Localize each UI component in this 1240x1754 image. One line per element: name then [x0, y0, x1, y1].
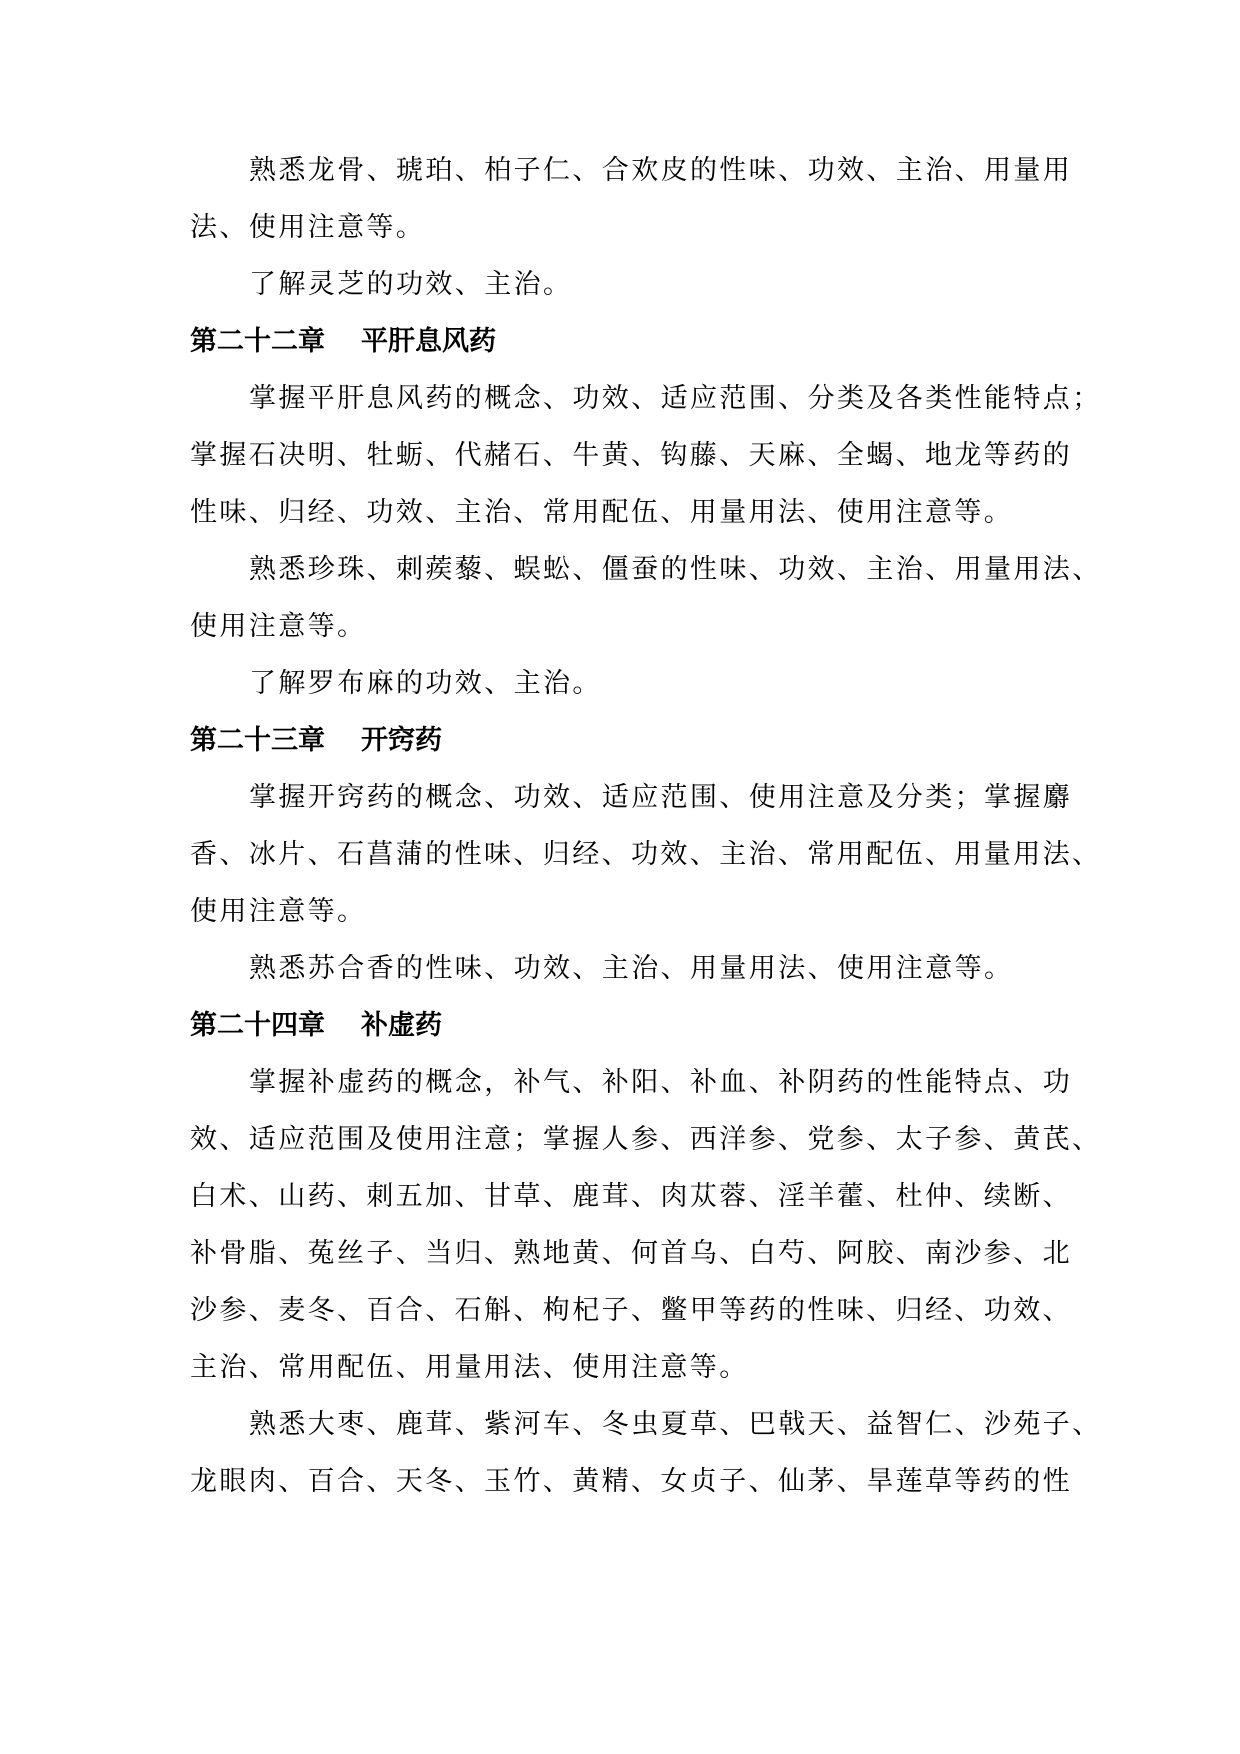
- text-line: 熟悉龙骨、琥珀、柏子仁、合欢皮的性味、功效、主治、用量用: [249, 155, 1073, 186]
- paragraph-understand-luobuma: [190, 655, 1050, 712]
- paragraph-familiar-suhexiang: [190, 940, 1050, 997]
- paragraph-master-tonics: [190, 1054, 1102, 1396]
- paragraph-master-liver-wind: [190, 370, 1102, 541]
- text-line: 熟悉珍珠、刺蒺藜、蜈蚣、僵蚕的性味、功效、主治、用量用法、: [249, 554, 1102, 585]
- chapter-heading-24: [190, 997, 1050, 1054]
- chapter-number: 第二十二章: [190, 326, 325, 357]
- text-line: 掌握开窍药的概念、功效、适应范围、使用注意及分类；掌握麝: [249, 782, 1073, 813]
- text-line: 了解罗布麻的功效、主治。: [249, 668, 602, 699]
- text-line: 掌握补虚药的概念，补气、补阳、补血、补阴药的性能特点、功: [249, 1067, 1073, 1098]
- text-line: 掌握平肝息风药的概念、功效、适应范围、分类及各类性能特点；: [249, 383, 1102, 414]
- text-line: 性味、归经、功效、主治、常用配伍、用量用法、使用注意等。: [190, 497, 1014, 528]
- paragraph-familiar-sedatives: [190, 142, 1073, 256]
- text-line: 沙参、麦冬、百合、石斛、枸杞子、鳖甲等药的性味、归经、功效、: [190, 1295, 1072, 1326]
- chapter-number: 第二十四章: [190, 1010, 325, 1041]
- text-line: 使用注意等。: [190, 611, 367, 642]
- text-line: 效、适应范围及使用注意；掌握人参、西洋参、党参、太子参、黄芪、: [190, 1124, 1102, 1155]
- chapter-title: 平肝息风药: [361, 326, 496, 357]
- text-line: 熟悉大枣、鹿茸、紫河车、冬虫夏草、巴戟天、益智仁、沙苑子、: [249, 1409, 1102, 1440]
- document-page: [190, 142, 1102, 1510]
- text-line: 香、冰片、石菖蒲的性味、归经、功效、主治、常用配伍、用量用法、: [190, 839, 1102, 870]
- text-line: 熟悉苏合香的性味、功效、主治、用量用法、使用注意等。: [249, 953, 1014, 984]
- paragraph-master-resuscitation: [190, 769, 1102, 940]
- text-line: 掌握石决明、牡蛎、代赭石、牛黄、钩藤、天麻、全蝎、地龙等药的: [190, 440, 1072, 471]
- text-line: 白术、山药、刺五加、甘草、鹿茸、肉苁蓉、淫羊藿、杜仲、续断、: [190, 1181, 1072, 1212]
- text-line: 主治、常用配伍、用量用法、使用注意等。: [190, 1352, 749, 1383]
- chapter-title: 开窍药: [361, 725, 442, 756]
- chapter-heading-22: [190, 313, 1050, 370]
- paragraph-familiar-liver-wind: [190, 541, 1102, 655]
- text-line: 法、使用注意等。: [190, 212, 426, 243]
- paragraph-familiar-tonics: [190, 1396, 1102, 1510]
- chapter-number: 第二十三章: [190, 725, 325, 756]
- paragraph-understand-lingzhi: [190, 256, 1050, 313]
- text-line: 使用注意等。: [190, 896, 367, 927]
- chapter-heading-23: [190, 712, 1050, 769]
- chapter-title: 补虚药: [361, 1010, 442, 1041]
- text-line: 了解灵芝的功效、主治。: [249, 269, 573, 300]
- text-line: 补骨脂、菟丝子、当归、熟地黄、何首乌、白芍、阿胶、南沙参、北: [190, 1238, 1072, 1269]
- text-line: 龙眼肉、百合、天冬、玉竹、黄精、女贞子、仙茅、旱莲草等药的性: [190, 1466, 1072, 1497]
